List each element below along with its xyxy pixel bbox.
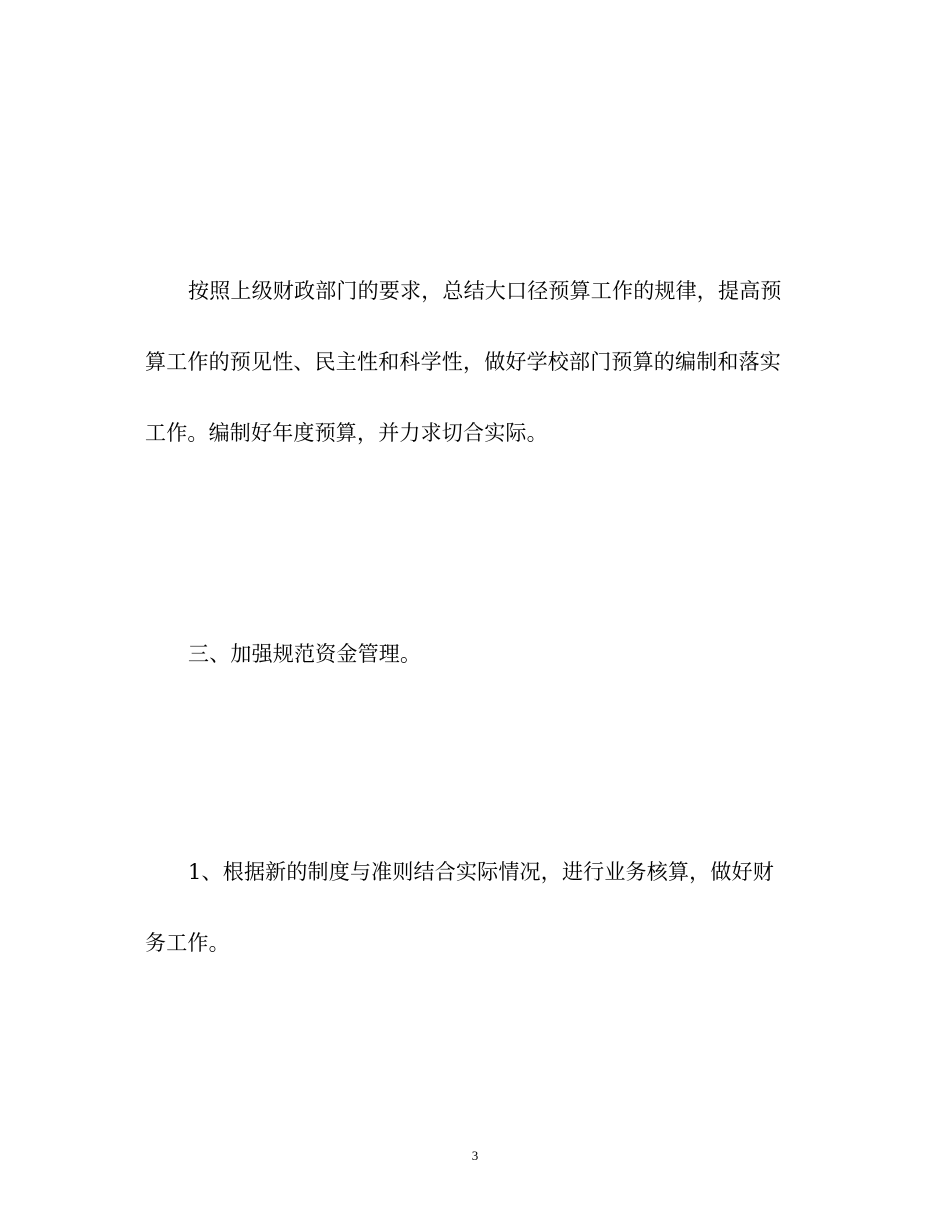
paragraph-budget-line-1: 按照上级财政部门的要求，总结大口径预算工作的规律，提高预: [188, 279, 782, 303]
paragraph-budget-line-2: 算工作的预见性、民主性和科学性，做好学校部门预算的编制和落实: [145, 350, 781, 374]
page-number: 3: [471, 1148, 479, 1163]
list-item-1-line-2: 务工作。: [145, 931, 230, 955]
section-heading-3: 三、加强规范资金管理。: [188, 642, 422, 666]
paragraph-budget-line-3: 工作。编制好年度预算，并力求切合实际。: [145, 421, 548, 445]
list-item-1-line-1: 1、根据新的制度与准则结合实际情况，进行业务核算，做好财: [188, 860, 774, 884]
